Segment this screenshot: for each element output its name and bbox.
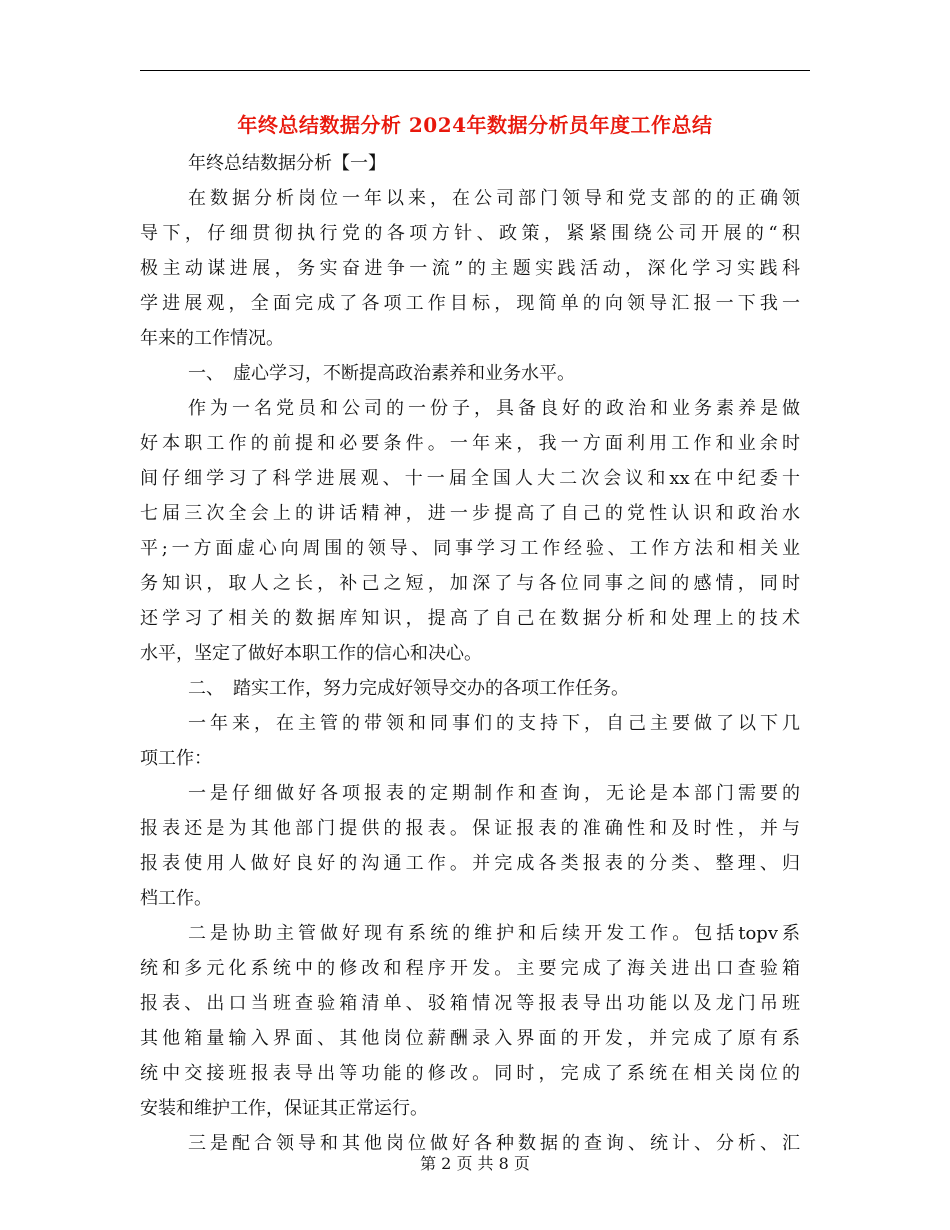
text-line: 间仔细学习了科学进展观、十一届全国人大二次会议和xx在中纪委十 — [140, 468, 800, 489]
page-footer: 第 2 页 共 8 页 — [420, 1154, 530, 1173]
text-line: 二、 踏实工作，努力完成好领导交办的各项工作任务。 — [188, 678, 629, 699]
text-line: 还学习了相关的数据库知识，提高了自己在数据分析和处理上的技术 — [140, 608, 800, 629]
text-line: 三是配合领导和其他岗位做好各种数据的查询、统计、分析、汇 — [188, 1133, 800, 1154]
text-line: 项工作： — [140, 748, 212, 769]
text-line: 作为一名党员和公司的一份子，具备良好的政治和业务素养是做 — [188, 398, 800, 419]
text-line: 学进展观，全面完成了各项工作目标，现简单的向领导汇报一下我一 — [140, 293, 800, 314]
text-line: 年终总结数据分析【一】 — [188, 153, 386, 174]
text-line: 一、 虚心学习，不断提高政治素养和业务水平。 — [188, 363, 575, 384]
text-line: 导下，仔细贯彻执行党的各项方针、政策，紧紧围绕公司开展的“积 — [140, 223, 800, 244]
text-line: 极主动谋进展，务实奋进争一流”的主题实践活动，深化学习实践科 — [140, 258, 800, 279]
text-line: 档工作。 — [140, 888, 212, 909]
text-line: 报表还是为其他部门提供的报表。保证报表的准确性和及时性，并与 — [140, 818, 800, 839]
text-line: 好本职工作的前提和必要条件。一年来，我一方面利用工作和业余时 — [140, 433, 800, 454]
text-line: 安装和维护工作，保证其正常运行。 — [140, 1098, 428, 1119]
text-line: 报表使用人做好良好的沟通工作。并完成各类报表的分类、整理、归 — [140, 853, 800, 874]
text-line: 统中交接班报表导出等功能的修改。同时，完成了系统在相关岗位的 — [140, 1063, 800, 1084]
text-line: 报表、出口当班查验箱清单、驳箱情况等报表导出功能以及龙门吊班 — [140, 993, 800, 1014]
document-body — [140, 146, 800, 1161]
text-line: 其他箱量输入界面、其他岗位薪酬录入界面的开发，并完成了原有系 — [140, 1028, 800, 1049]
text-line: 平;一方面虚心向周围的领导、同事学习工作经验、工作方法和相关业 — [140, 538, 800, 559]
text-line: 统和多元化系统中的修改和程序开发。主要完成了海关进出口查验箱 — [140, 958, 800, 979]
text-line: 七届三次全会上的讲话精神，进一步提高了自己的党性认识和政治水 — [140, 503, 800, 524]
text-line: 务知识，取人之长，补己之短，加深了与各位同事之间的感情，同时 — [140, 573, 800, 594]
document-title: 年终总结数据分析 2024年数据分析员年度工作总结 — [237, 113, 713, 137]
text-line: 一年来，在主管的带领和同事们的支持下，自己主要做了以下几 — [188, 713, 800, 734]
text-line: 二是协助主管做好现有系统的维护和后续开发工作。包括topv系 — [188, 923, 800, 944]
header-rule — [140, 70, 810, 71]
text-line: 在数据分析岗位一年以来，在公司部门领导和党支部的的正确领 — [188, 188, 800, 209]
text-line: 一是仔细做好各项报表的定期制作和查询，无论是本部门需要的 — [188, 783, 800, 804]
text-line: 水平，坚定了做好本职工作的信心和决心。 — [140, 643, 482, 664]
text-line: 年来的工作情况。 — [140, 328, 284, 349]
